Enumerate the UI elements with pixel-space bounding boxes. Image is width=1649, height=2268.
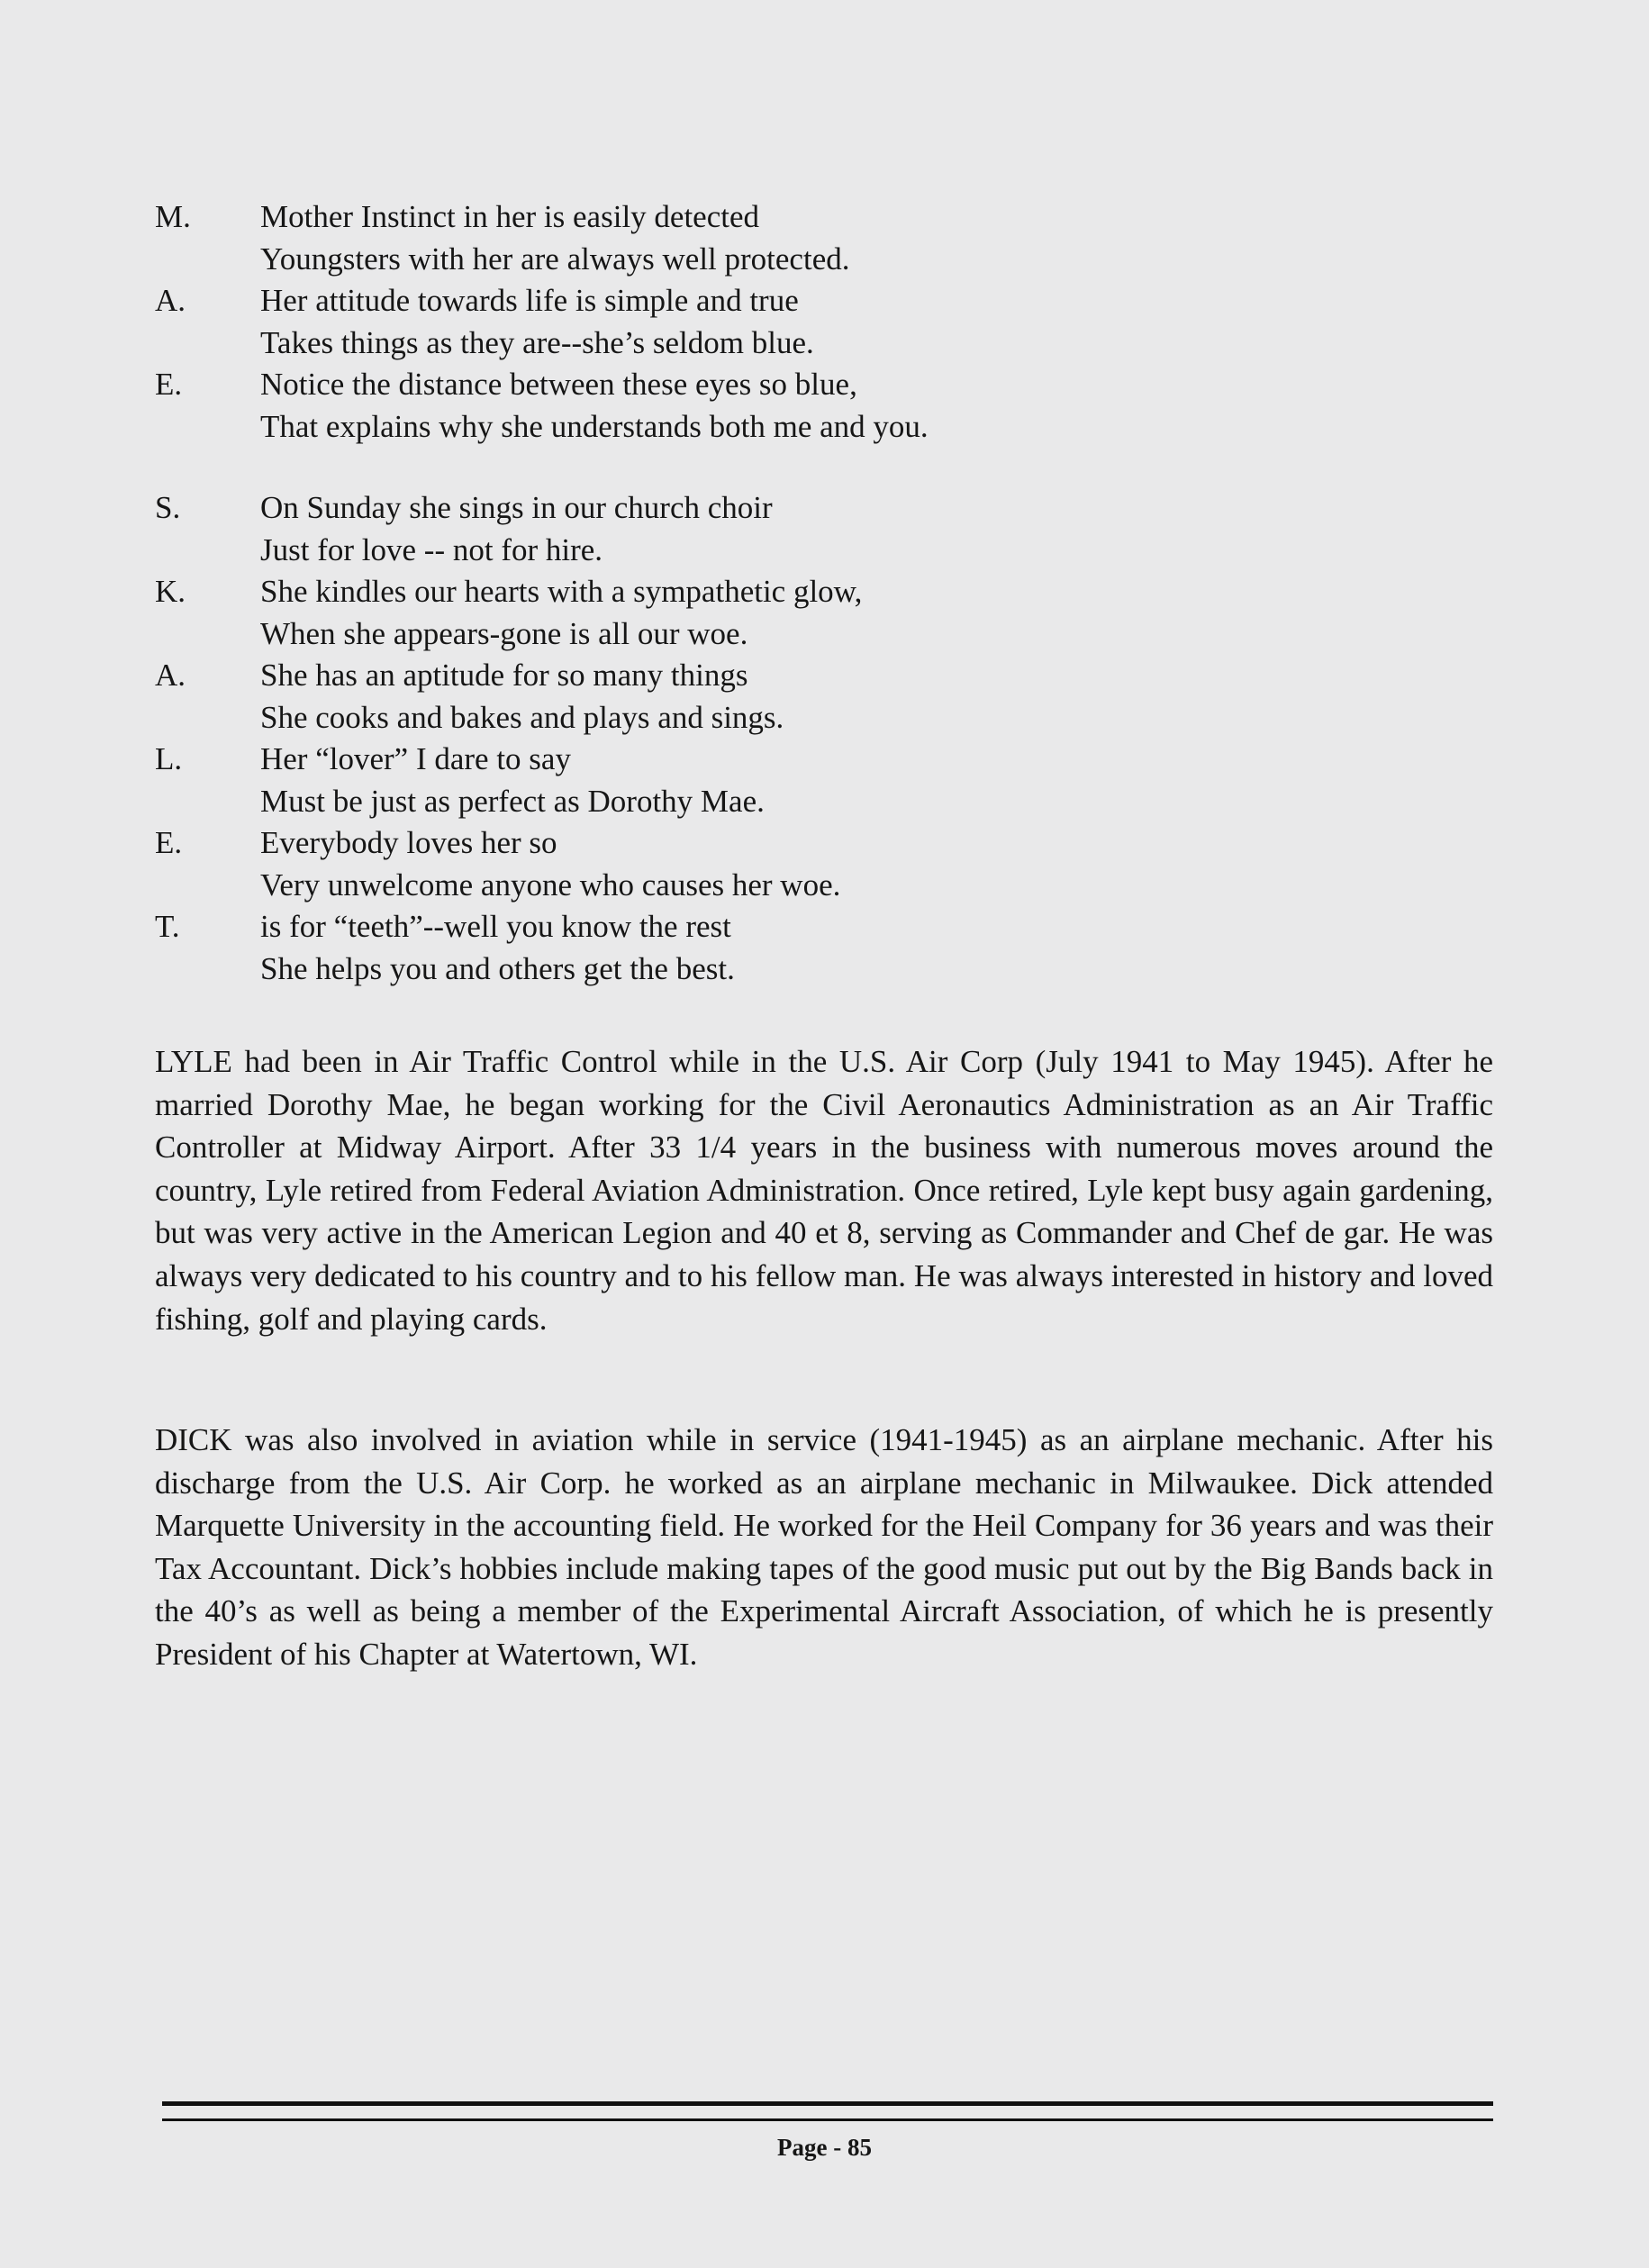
acrostic-line [155, 781, 1506, 823]
acrostic-line [155, 322, 1506, 365]
page-number: Page - 85 [777, 2134, 872, 2161]
acrostic-line [155, 530, 1506, 572]
acrostic-line [155, 739, 1506, 781]
acrostic-text: Her “lover” I dare to say [260, 741, 571, 776]
acrostic-text: Just for love -- not for hire. [260, 531, 603, 567]
acrostic-line [155, 406, 1506, 449]
acrostic-letter: S. [155, 490, 181, 525]
acrostic-letter: A. [155, 283, 186, 318]
paragraph-dick: DICK was also involved in aviation while in service (1941-1945) as an airplane mechanic. After his discharge from the U.S. Air Corp. he worked as an airplane mechanic in Milwaukee. Dick attended Marquette University in the accounting field. He worked for the Heil Company for 36 years and was their Tax Accountant. Dick’s hobbies include making tapes of the good music put out by the Big Bands back in the 40’s as well as being a member of the Experimental Aircraft Association, of which he is presently President of his Chapter at Watertown, WI. [155, 1422, 1493, 1672]
acrostic-letter: L. [155, 741, 183, 776]
acrostic-letter: M. [155, 199, 191, 234]
acrostic-line [155, 571, 1506, 613]
acrostic-line [155, 239, 1506, 281]
acrostic-poem [155, 196, 1506, 990]
acrostic-line [155, 948, 1506, 991]
acrostic-line [155, 865, 1506, 907]
acrostic-text: She kindles our hearts with a sympathetic glow, [260, 574, 863, 609]
acrostic-text: Her attitude towards life is simple and true [260, 283, 799, 318]
footer-rule-thick [162, 2101, 1493, 2106]
acrostic-letter: E. [155, 367, 183, 402]
acrostic-line [155, 487, 1506, 530]
acrostic-text: Youngsters with her are always well protected. [260, 240, 850, 277]
acrostic-text: Takes things as they are--she’s seldom blue. [260, 324, 814, 360]
acrostic-text: Notice the distance between these eyes so blue, [260, 367, 857, 402]
acrostic-text: Very unwelcome anyone who causes her woe. [260, 866, 841, 903]
acrostic-text: Must be just as perfect as Dorothy Mae. [260, 783, 765, 819]
acrostic-letter: K. [155, 574, 186, 609]
acrostic-line [155, 280, 1506, 322]
acrostic-line [155, 613, 1506, 656]
acrostic-text: is for “teeth”--well you know the rest [260, 909, 731, 944]
acrostic-text: Mother Instinct in her is easily detected [260, 199, 760, 234]
acrostic-letter: T. [155, 909, 180, 944]
acrostic-text: On Sunday she sings in our church choir [260, 490, 773, 525]
acrostic-line [155, 364, 1506, 406]
acrostic-text: That explains why she understands both me and you. [260, 408, 929, 444]
paragraph-lyle: LYLE had been in Air Traffic Control while in the U.S. Air Corp (July 1941 to May 1945). After he married Dorothy Mae, he began working for the Civil Aeronautics Administration as an Air Traffic Controller at Midway Airport. After 33 1/4 years in the business with numerous moves around the country, Lyle retired from Federal Aviation Administration. Once retired, Lyle kept busy again gardening, but was very active in the American Legion and 40 et 8, serving as Commander and Chef de gar. He was always very dedicated to his country and to his fellow man. He was always interested in history and loved fishing, golf and playing cards. [155, 1044, 1493, 1337]
acrostic-line [155, 697, 1506, 739]
acrostic-text: She cooks and bakes and plays and sings. [260, 699, 784, 735]
acrostic-letter: E. [155, 825, 183, 860]
acrostic-line [155, 655, 1506, 697]
acrostic-text: When she appears-gone is all our woe. [260, 615, 748, 651]
acrostic-line [155, 822, 1506, 865]
acrostic-line [155, 906, 1506, 948]
acrostic-text: She has an aptitude for so many things [260, 658, 748, 693]
acrostic-text: She helps you and others get the best. [260, 950, 735, 986]
footer-rule-thin [162, 2118, 1493, 2121]
acrostic-line [155, 196, 1506, 239]
acrostic-letter: A. [155, 658, 186, 693]
acrostic-text: Everybody loves her so [260, 825, 557, 860]
